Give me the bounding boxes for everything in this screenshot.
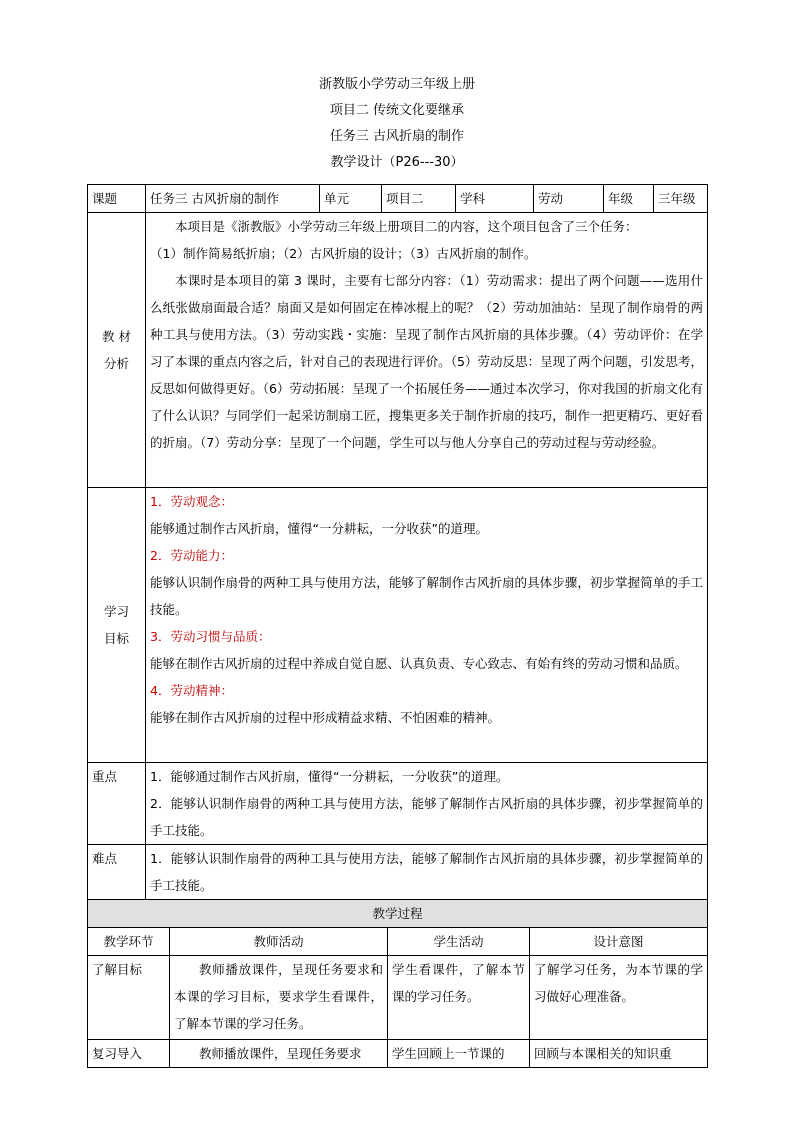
objectives-label	[88, 488, 146, 763]
cell-topic-label: 课题	[88, 185, 146, 213]
process-stage: 了解目标	[88, 956, 170, 1040]
process-student: 学生看课件，了解本节课的学习任务。	[388, 956, 530, 1040]
objective-heading-4: 4．劳动精神：	[150, 683, 233, 698]
table-row	[88, 1040, 708, 1068]
process-stage: 复习导入	[88, 1040, 170, 1068]
difficulty-1: 1．能够认识制作扇骨的两种工具与使用方法，能够了解制作古风折扇的具体步骤，初步掌握简单的手工技能。	[150, 851, 703, 893]
objectives-row	[88, 488, 708, 763]
materials-label-b: 分析	[103, 356, 129, 371]
objective-heading-2: 2．劳动能力：	[150, 548, 233, 563]
doc-title-line3: 任务三 古风折扇的制作	[329, 129, 465, 144]
process-title: 教学过程	[88, 900, 708, 928]
objectives-label-b: 目标	[103, 631, 129, 646]
difficulties-content	[146, 845, 708, 901]
cell-subject-value: 劳动	[534, 185, 604, 213]
objective-heading-1: 1．劳动观念：	[150, 494, 233, 509]
process-header-intent: 设计意图	[530, 928, 708, 956]
process-student: 学生回顾上一节课的	[388, 1040, 530, 1068]
process-header-student: 学生活动	[388, 928, 530, 956]
materials-p2: 本课时是本项目的第 3 课时，主要有七部分内容：（1）劳动需求：提出了两个问题——选用什么纸张做扇面最合适？扇面又是如何固定在棒冰棍上的呢？（2）劳动加油站：呈现了制作扇骨的两种工具与使用方法。（3）劳动实践・实施：呈现了制作古风折扇的具体步骤。（4）劳动评价：在学习了本课的重点内容之后，针对自己的表现进行评价。（5）劳动反思：呈现了两个问题，引发思考，反思如何做得更好。（6）劳动拓展：呈现了一个拓展任务——通过本次学习，你对我国的折扇文化有了什么认识？与同学们一起采访制扇工匠，搜集更多关于制作折扇的技巧，制作一把更精巧、更好看的折扇。（7）劳动分享：呈现了一个问题，学生可以与他人分享自己的劳动过程与劳动经验。	[150, 273, 703, 450]
process-teacher-text: 教师播放课件，呈现任务要求和本课的学习目标，要求学生看课件，了解本节课的学习任务。	[174, 962, 383, 1031]
process-teacher	[170, 956, 388, 1040]
lesson-info-table	[87, 184, 708, 901]
objective-heading-3: 3．劳动习惯与品质：	[150, 629, 271, 644]
doc-title-line4: 教学设计（P26---30）	[330, 155, 464, 170]
key-point-2: 2．能够认识制作扇骨的两种工具与使用方法，能够了解制作古风折扇的具体步骤，初步掌握简单的手工技能。	[150, 796, 703, 838]
process-header-stage: 教学环节	[88, 928, 170, 956]
process-title-row	[88, 900, 708, 928]
process-header-row	[88, 928, 708, 956]
key-point-1: 1．能够通过制作古风折扇，懂得“一分耕耘，一分收获”的道理。	[150, 769, 509, 784]
key-points-row	[88, 763, 708, 845]
cell-topic-value: 任务三 古风折扇的制作	[146, 185, 320, 213]
document-titles	[0, 72, 794, 176]
cell-unit-value: 项目二	[382, 185, 456, 213]
difficulties-label: 难点	[88, 845, 146, 901]
cell-unit-label: 单元	[320, 185, 382, 213]
objective-text-1: 能够通过制作古风折扇，懂得“一分耕耘，一分收获”的道理。	[150, 521, 488, 536]
materials-content	[146, 213, 708, 488]
objective-text-2: 能够认识制作扇骨的两种工具与使用方法，能够了解制作古风折扇的具体步骤，初步掌握简单的手工技能。	[150, 575, 703, 617]
doc-title-line1: 浙教版小学劳动三年级上册	[318, 77, 475, 92]
process-teacher	[170, 1040, 388, 1068]
materials-row	[88, 213, 708, 488]
difficulties-row	[88, 845, 708, 901]
process-intent: 回顾与本课相关的知识重	[530, 1040, 708, 1068]
process-teacher-text: 教师播放课件，呈现任务要求	[199, 1046, 362, 1061]
header-row	[88, 185, 708, 213]
objective-text-4: 能够在制作古风折扇的过程中形成精益求精、不怕困难的精神。	[150, 710, 501, 725]
doc-title-line2: 项目二 传统文化要继承	[329, 103, 465, 118]
process-table	[87, 899, 708, 1068]
objectives-content	[146, 488, 708, 763]
cell-subject-label: 学科	[456, 185, 534, 213]
cell-grade-label: 年级	[604, 185, 654, 213]
materials-label	[88, 213, 146, 488]
process-intent: 了解学习任务，为本节课的学习做好心理准备。	[530, 956, 708, 1040]
objectives-label-a: 学习	[103, 604, 129, 619]
materials-p1: 本项目是《浙教版》小学劳动三年级上册项目二的内容，这个项目包含了三个任务：	[175, 219, 638, 234]
objective-text-3: 能够在制作古风折扇的过程中养成自觉自愿、认真负责、专心致志、有始有终的劳动习惯和品质。	[150, 656, 688, 671]
materials-p1b: （1）制作简易纸折扇；（2）古风折扇的设计；（3）古风折扇的制作。	[150, 246, 537, 261]
process-header-teacher: 教师活动	[170, 928, 388, 956]
cell-grade-value: 三年级	[654, 185, 708, 213]
materials-label-a: 教 材	[102, 329, 131, 344]
table-row	[88, 956, 708, 1040]
key-points-label: 重点	[88, 763, 146, 845]
key-points-content	[146, 763, 708, 845]
